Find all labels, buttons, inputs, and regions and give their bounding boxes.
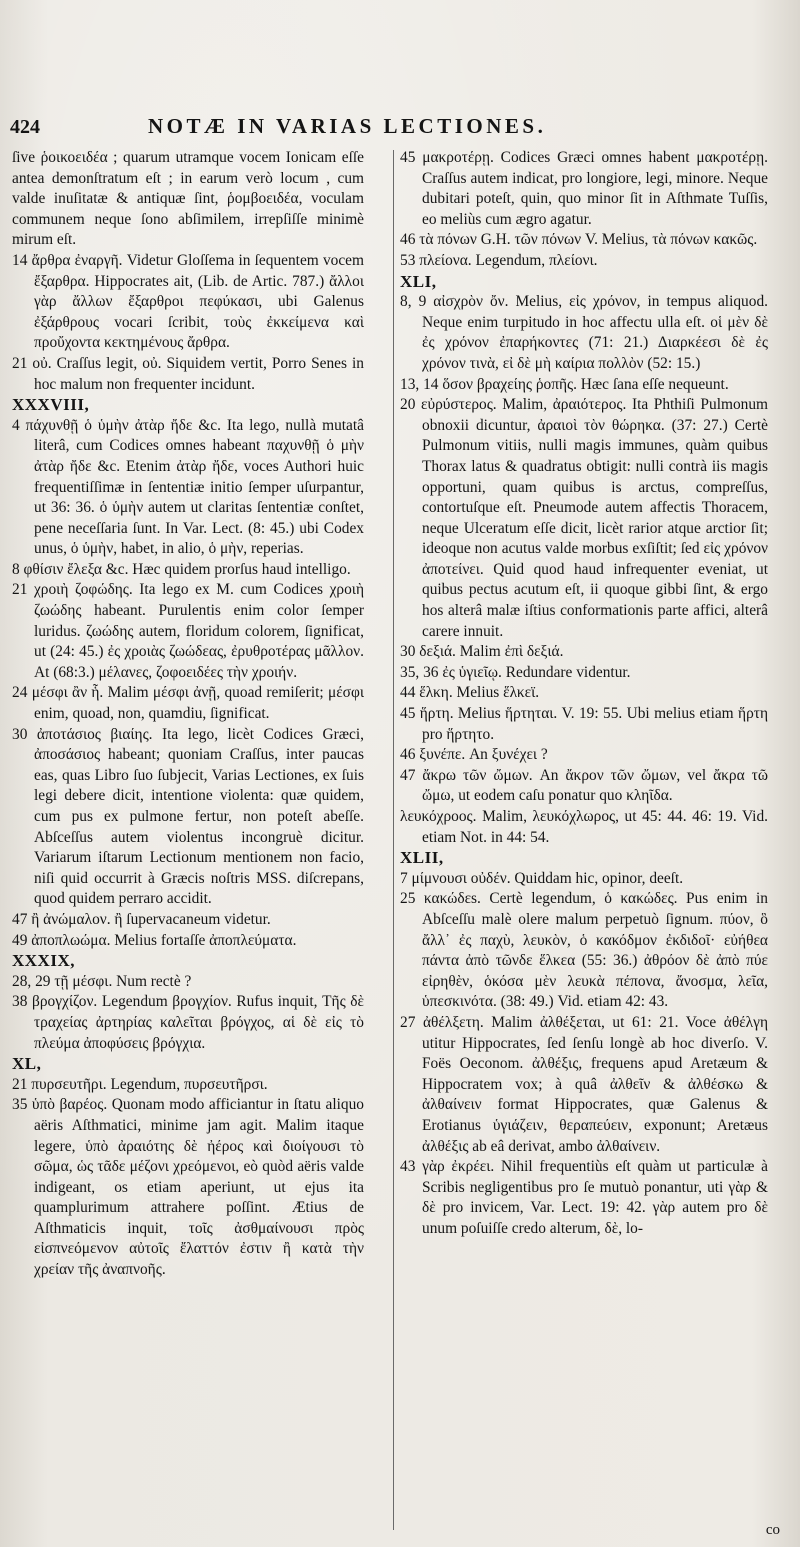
note-entry: 14 ἄρθρα ἐναργῆ. Videtur Gloſſema in ſequentem vocem ἔξαρθρα. Hippocrates ait, (Lib. de Artic. 787.) ἄλλοι γὰρ ἄλλων ἔξαρθροι πεφύκασι, ubi Galenus ἐξάρθρους vocari ſcribit, τοὺς ἐκκείμενα καὶ προὔχοντα κεκτημένους ἄρθρα.	[12, 251, 364, 352]
note-entry: 21 οὐ. Craſſus legit, οὐ. Siquidem vertit, Porro Senes in hoc malum non frequenter incidunt.	[12, 354, 364, 393]
right-column	[400, 148, 768, 1532]
note-entry: 4 πάχυνθῇ ὁ ὑμὴν ἀτὰρ ἤδε &c. Ita lego, nullà mutatâ literâ, cum Codices omnes habeant παχυνθῇ ὁ μὴν ἀτὰρ ἤδε &c. Etenim ἀτὰρ ἤδε, voces Authori huic frequentiſſimæ in ſententiæ initio ſemper uſurpantur, ut 36: 36. ὁ ὑμὴν autem ut claritas ſententiæ conſtet, pene neceſſaria ſunt. In Var. Lect. (8: 45.) ubi Codex unus, ὁ ὑμὴν, habet, in alio, ὁ μὴν, reperias.	[12, 416, 364, 558]
note-entry: 24 μέσφι ἂν ἧ. Malim μέσφι ἀνῇ, quoad remiſerit; μέσφι enim, quoad, non, quamdiu, ſignificat.	[12, 684, 364, 723]
note-text: ſive ῥοικοειδέα ; quarum utramque vocem Ionicam eſſe antea demonſtratum eſt ; in earum verò locum , cum valde inuſitatæ & antiquæ ſint, ῥομβοειδέα, voculam communem neque ſono abſimilem, irrepſiſſe minimè mirum eſt.	[12, 149, 364, 249]
note-entry: 30 δεξιά. Malim ἐπὶ δεξιά.	[400, 643, 564, 661]
column-divider	[393, 150, 394, 1530]
page-header	[10, 108, 780, 142]
note-entry: 49 ἀποπλωώμα. Melius fortaſſe ἀποπλεύματα.	[12, 931, 297, 949]
note-entry: 30 ἀποτάσιος βιαίης. Ita lego, licèt Codices Græci, ἀποσάσιος habeant; quoniam Craſſus, inter paucas eas, quas Libro ſuo ſubjecit, Varias Lectiones, ex ſuis legi debere dicit, intentione violenta: quæ quidem, cum pus ex pulmone fertur, non poteſt abeſſe. Abſceſſus autem violentus incongruè dicitur. Variarum iſtarum Lectionum mentionem non facio, niſi quid occurrit à Græcis noſtris MSS. diſcrepans, quod quidem perraro accidit.	[12, 725, 364, 908]
note-entry: 21 πυρσευτῆρι. Legendum, πυρσευτῆρσι.	[12, 1075, 268, 1093]
section-heading: XL,	[12, 1054, 42, 1074]
note-entry: 44 ἕλκη. Melius ἕλκεϊ.	[400, 684, 540, 702]
note-entry: 13, 14 ὅσον βραχείης ῥοπῆς. Hæc ſana eſſe nequeunt.	[400, 375, 729, 393]
note-entry: 21 χροιὴ ζοφώδης. Ita lego ex M. cum Codices χροιὴ ζωώδης habeant. Purulentis enim color ſemper luridus. ζωώδης autem, floridum colorem, ſignificat, ut (24: 45.) ἐς χροιὰς ζωώδεας, ἐρυθροτέρας μᾶλλον. At (68:3.) μέλανες, ζοφοειδέες τὴν χροιήν.	[12, 581, 364, 681]
note-entry: 43 γὰρ ἐκρέει. Nihil frequentiùs eſt quàm ut particulæ à Scribis negligentibus pro ſe mutuò ponantur, uti γὰρ & δὲ pro invicem, Var. Lect. 19: 42. γὰρ autem pro δὲ unum poſuiſſe credo alterum, δὲ, lo-	[400, 1158, 768, 1237]
section-heading: XLI,	[400, 271, 437, 291]
note-entry: 46 τὰ πόνων G.H. τῶν πόνων V. Melius, τὰ πόνων κακῶς.	[400, 231, 758, 249]
note-entry: 25 κακώδεs. Certè legendum, ὁ κακώδες. Pus enim in Abſceſſu malè olere malum perpetuò ſignum. πύον, ὃ ἄλλ᾽ ἐς παχὺ, λευκὸν, ὁ κακόδμον ἐκδιδοῖ· εὐήθεα πάντα ἀπὸ τῶνδε ἕλκεα (55: 36.) ἀθρόον δὲ ἀπὸ πύε εἰρηθὲν, ὁκόσα μὲν λευκὰ πέπονα, ἄνοσμα, λεῖα, ὑπεσκινότα. (38: 49.) Vid. etiam 42: 43.	[400, 890, 768, 1011]
note-entry: 8, 9 αἰσχρὸν ὄν. Melius, εἰς χρόνον, in tempus aliquod. Neque enim turpitudo in hoc affectu ulla eſt. οἱ μὲν δὲ ἐς χρόνον ἐπαρήκοντες (71: 21.) Διαρκέεσι δὲ ἐς χρόνον τινὰ, εἰ δὲ μὴ καίρια πολλὸν (52: 15.)	[400, 293, 768, 372]
note-entry: 53 πλείονα. Legendum, πλείονι.	[400, 251, 598, 269]
note-entry: 47 ἢ ἀνώμαλον. ἢ ſupervacaneum videtur.	[12, 910, 271, 928]
note-entry: 46 ξυνέπε. An ξυνέχει ?	[400, 746, 548, 764]
note-entry: 20 εὐρύστερος. Malim, ἀραιότερος. Ita Phthiſi Pulmonum obnoxii dicuntur, ἀραιοὶ τὸν θώρηκα. (37: 27.) Certè Pulmonum vitiis, nulli magis immunes, quàm quibus Thorax latus & quadratus obtigit: nulli contrà iis magis opportuni, quam quibus is arctus, compreſſus, contortuſque eſt. Pneumode autem affectis Thoracem, neque Ulceratum eſſe dicit, licèt rarior atque arctior ſit; ideoque non acutus valde morbus exſiſtit; ſed εἰς χρόνον ἀποτείνει. Quid quod haud infrequenter eveniat, ut quibus pectus acutum eſt, ii quoque gibbi ſint, & ergo hos alterâ malæ iſtius conformationis parte affici, alterâ carere innuit.	[400, 396, 768, 640]
left-column	[12, 148, 364, 1532]
note-entry: 8 φθίσιν ἔλεξα &c. Hæc quidem prorſus haud intelligo.	[12, 560, 351, 578]
section-heading: XLII,	[400, 848, 444, 868]
section-heading: XXXIX,	[12, 951, 75, 971]
running-head: NOTÆ IN VARIAS LECTIONES.	[148, 114, 547, 138]
note-entry: 47 ἄκρω τῶν ὤμων. An ἄκρον τῶν ὤμων, vel ἄκρα τῶ ὤμω, ut eodem caſu ponatur quo κληῖδα.	[400, 766, 768, 805]
note-entry: 45 μακροτέρῃ. Codices Græci omnes habent μακροτέρῃ. Craſſus autem indicat, pro longiore, legi, minore. Neque dubitari poteſt, quin, quo minor ſit in Aſthmate Tuſſis, eo meliùs cum ægro agatur.	[400, 149, 768, 228]
note-entry: 28, 29 τῇ μέσφι. Num rectè ?	[12, 972, 192, 990]
note-entry: 35, 36 ἐς ὑγιεῖῳ. Redundare videntur.	[400, 663, 631, 681]
note-entry: λευκόχροος. Malim, λευκόχλωρος, ut 45: 44. 46: 19. Vid. etiam Not. in 44: 54.	[400, 808, 768, 846]
page-number: 424	[10, 116, 40, 138]
note-entry: 35 ὑπὸ βαρέος. Quonam modo afficiantur in ſtatu aliquo aëris Aſthmatici, minime jam agit. Malim itaque legere, ὑπὸ ἀραιότης δὲ ἠέρος καὶ διοίγουσι τὸ σῶμα, ὡς τᾶδε μέζονι χρεόμενοι, eò quòd aëris valde indigeant, os etiam aperiunt, ut ejus ita quamplurimum attrahere poſſint. Ætius de Aſthmaticis inquit, τοῖς ἀσθμαίνουσι πρὸς εἰσπνεόμενον αὐτοῖς ἔλαττόν ἐστιν ἢ κατὰ τὴν χρείαν τῆς ἀναπνοῆς.	[12, 1096, 364, 1279]
note-entry: 38 βρογχίζον. Legendum βρογχίον. Rufus inquit, Τῆς δὲ τραχείας ἀρτηρίας καλεῖται βρόγχος, αἱ δὲ εἰς τὸ πλεύμα ἀποφύσεις βρόγχια.	[12, 993, 364, 1052]
note-entry: 45 ἥρτη. Melius ἥρτηται. V. 19: 55. Ubi melius etiam ἥρτη pro ἥρτητο.	[400, 705, 768, 743]
section-heading: XXXVIII,	[12, 395, 90, 415]
note-entry: 27 ἀθέλξετη. Malim ἀλθέξεται, ut 61: 21. Voce ἀθέλγη utitur Hippocrates, ſed ſenſu longè ab hoc diverſo. V. Foës Oeconom. ἀλθέξις, frequens apud Aretæum & Hippocratem vox; à quâ ἀλθεῖν & ἀλθέσκω & ἀλθαίνειν format Hippocrates, quæ Galenus & Erotianus ὑγιάζειν, θεραπεύειν, exponunt; Aretæus ἀλθέξις ab eâ derivat, ambo ἀλθαίνειν.	[400, 1013, 768, 1155]
note-entry: 7 μίμνουσι οὐδέν. Quiddam hic, opinor, deeſt.	[400, 869, 684, 887]
catchword: co	[765, 1522, 780, 1538]
